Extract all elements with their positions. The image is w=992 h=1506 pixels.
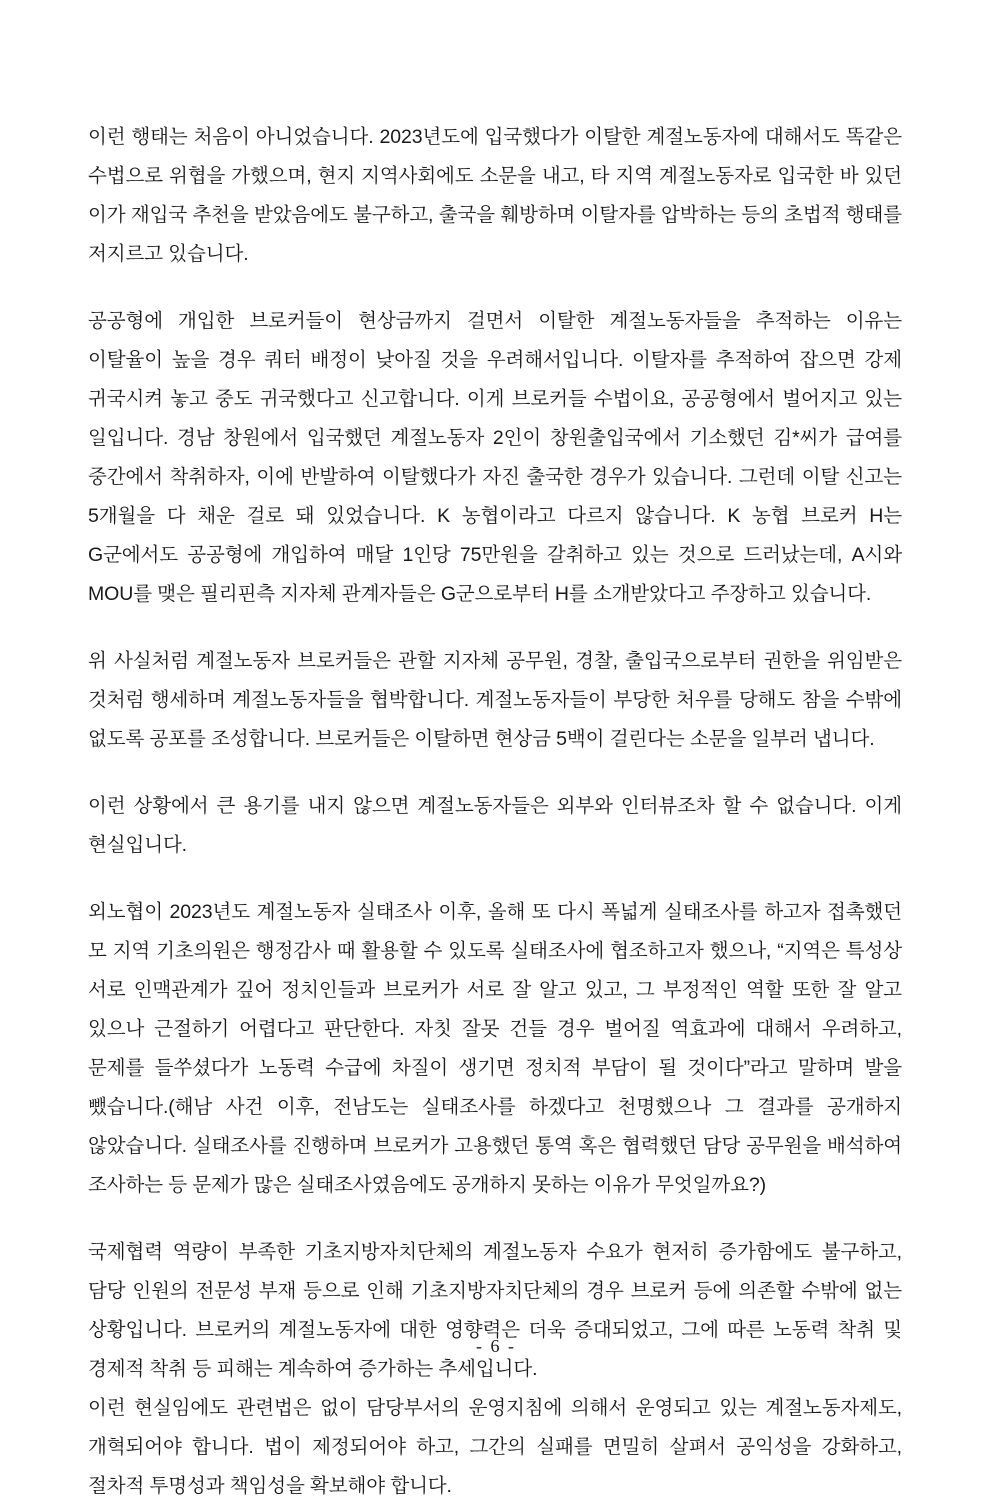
paragraph-7: 이런 현실임에도 관련법은 없이 담당부서의 운영지침에 의해서 운영되고 있는 계절노동자제도, 개혁되어야 합니다. 법이 제정되어야 하고, 그간의 실패를 면밀히 살펴서 공익성을 강화하고, 절차적 투명성과 책임성을 확보해야 합니다.: [88, 1397, 902, 1497]
paragraph-1: 이런 행태는 처음이 아니었습니다. 2023년도에 입국했다가 이탈한 계절노동자에 대해서도 똑같은 수법으로 위협을 가했으며, 현지 지역사회에도 소문을 내고, 타 지역 계절노동자로 입국한 바 있던 이가 재입국 추천을 받았음에도 불구하고, 출국을 훼방하며 이탈자를 압박하는 등의 초법적 행태를 저지르고 있습니다.: [88, 126, 902, 265]
paragraph-4: 이런 상황에서 큰 용기를 내지 않으면 계절노동자들은 외부와 인터뷰조차 할 수 없습니다. 이게 현실입니다.: [88, 795, 902, 856]
paragraph-6: 국제협력 역량이 부족한 기초지방자치단체의 계절노동자 수요가 현저히 증가함에도 불구하고, 담당 인원의 전문성 부재 등으로 인해 기초지방자치단체의 경우 브로커 등에 의존할 수밖에 없는 상황입니다. 브로커의 계절노동자에 대한 영향력은 더욱 증대되었고, 그에 따른 노동력 착취 및 경제적 착취 등 피해는 계속하여 증가하는 추세입니다.: [88, 1241, 902, 1380]
paragraph-5: 외노협이 2023년도 계절노동자 실태조사 이후, 올해 또 다시 폭넓게 실태조사를 하고자 접촉했던 모 지역 기초의원은 행정감사 때 활용할 수 있도록 실태조사에 협조하고자 했으나, “지역은 특성상 서로 인맥관계가 깊어 정치인들과 브로커가 서로 잘 알고 있고, 그 부정적인 역할 또한 잘 알고 있으나 근절하기 어렵다고 판단한다. 자칫 잘못 건들 경우 벌어질 역효과에 대해서 우려하고, 문제를 들쑤셨다가 노동력 수급에 차질이 생기면 정치적 부담이 될 것이다”라고 말하며 발을 뺐습니다.(해남 사건 이후, 전남도는 실태조사를 하겠다고 천명했으나 그 결과를 공개하지 않았습니다. 실태조사를 진행하며 브로커가 고용했던 통역 혹은 협력했던 담당 공무원을 배석하여 조사하는 등 문제가 많은 실태조사였음에도 공개하지 못하는 이유가 무엇일까요?): [88, 901, 902, 1196]
document-body: [88, 118, 902, 1506]
paragraph-2: 공공형에 개입한 브로커들이 현상금까지 걸면서 이탈한 계절노동자들을 추적하는 이유는 이탈율이 높을 경우 쿼터 배정이 낮아질 것을 우려해서입니다. 이탈자를 추적하여 잡으면 강제 귀국시켜 놓고 중도 귀국했다고 신고합니다. 이게 브로커들 수법이요, 공공형에서 벌어지고 있는 일입니다. 경남 창원에서 입국했던 계절노동자 2인이 창원출입국에서 기소했던 김*씨가 급여를 중간에서 착취하자, 이에 반발하여 이탈했다가 자진 출국한 경우가 있습니다. 그런데 이탈 신고는 5개월을 다 채운 걸로 돼 있었습니다. K 농협이라고 다르지 않습니다. K 농협 브로커 H는 G군에서도 공공형에 개입하여 매달 1인당 75만원을 갈취하고 있는 것으로 드러났는데, A시와 MOU를 맺은 필리핀측 지자체 관계자들은 G군으로부터 H를 소개받았다고 주장하고 있습니다.: [88, 310, 902, 605]
page-number: - 6 -: [476, 1336, 516, 1356]
paragraph-3: 위 사실처럼 계절노동자 브로커들은 관할 지자체 공무원, 경찰, 출입국으로부터 권한을 위임받은 것처럼 행세하며 계절노동자들을 협박합니다. 계절노동자들이 부당한 처우를 당해도 참을 수밖에 없도록 공포를 조성합니다. 브로커들은 이탈하면 현상금 5백이 걸린다는 소문을 일부러 냅니다.: [88, 650, 902, 750]
